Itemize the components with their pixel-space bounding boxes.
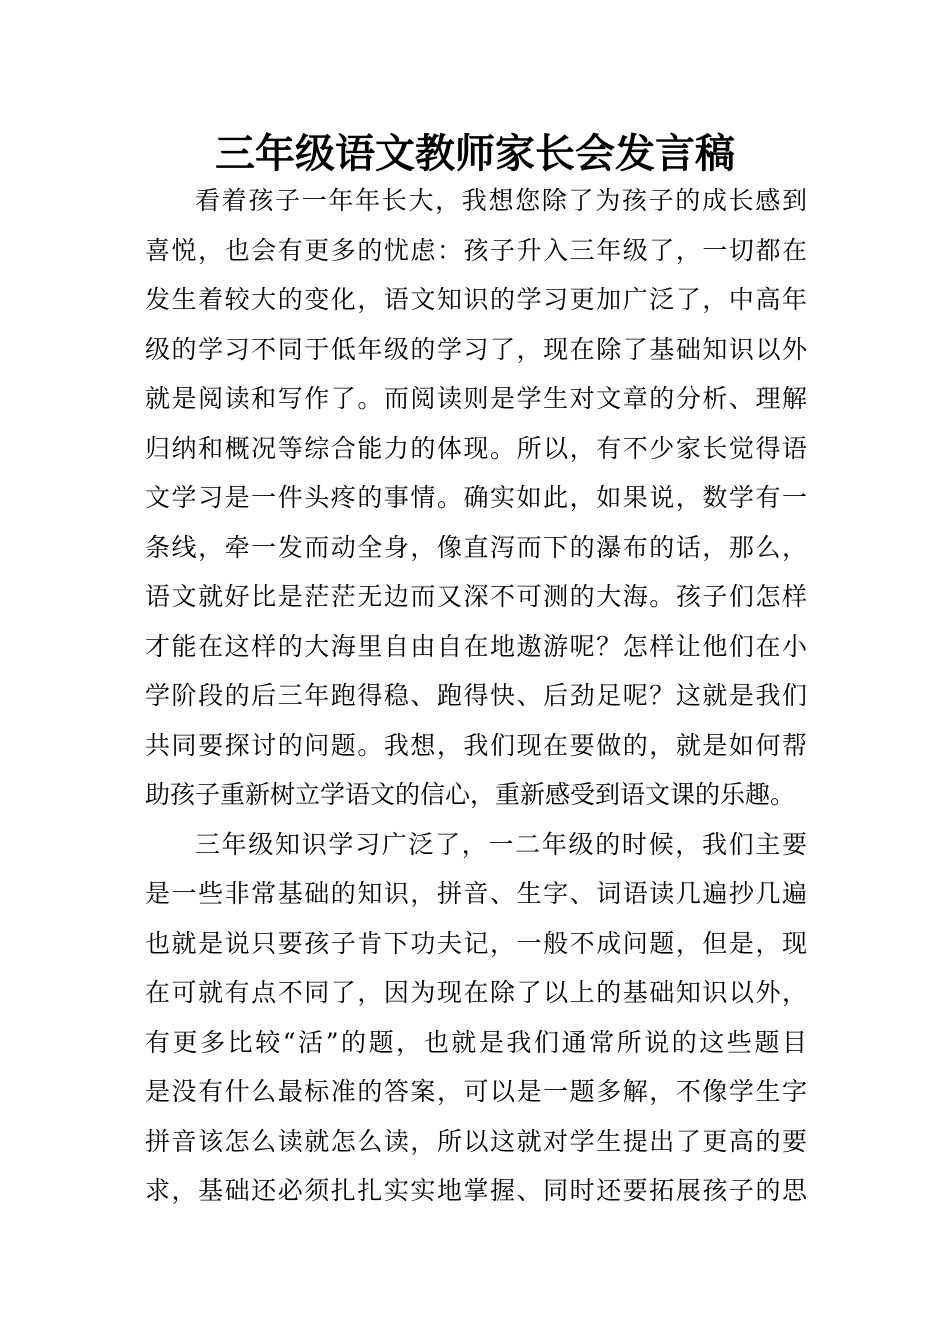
text-line: 助孩子重新树立学语文的信心，重新感受到语文课的乐趣。 — [145, 780, 796, 809]
text-line: 三年级知识学习广泛了，一二年级的时候，我们主要 — [195, 829, 807, 859]
text-line: 也就是说只要孩子肯下功夫记，一般不成问题，但是，现 — [145, 928, 807, 958]
text-line: 就是阅读和写作了。而阅读则是学生对文章的分析、理解 — [145, 384, 807, 413]
text-line: 语文就好比是茫茫无边而又深不可测的大海。孩子们怎样 — [145, 582, 807, 611]
document-title: 三年级语文教师家长会发言稿 — [215, 130, 735, 177]
text-line: 在可就有点不同了，因为现在除了以上的基础知识以外， — [145, 978, 807, 1007]
paragraph-2 — [145, 820, 807, 1216]
text-line: 条线，牵一发而动全身，像直泻而下的瀑布的话，那么， — [145, 532, 807, 562]
text-line: 看着孩子一年年长大，我想您除了为孩子的成长感到 — [195, 186, 807, 215]
text-line: 共同要探讨的问题。我想，我们现在要做的，就是如何帮 — [145, 730, 807, 760]
text-line: 拼音该怎么读就怎么读，所以这就对学生提出了更高的要 — [145, 1126, 807, 1156]
text-line: 归纳和概况等综合能力的体现。所以，有不少家长觉得语 — [145, 433, 807, 463]
text-line: 级的学习不同于低年级的学习了，现在除了基础知识以外 — [145, 334, 807, 364]
text-line: 才能在这样的大海里自由自在地遨游呢？怎样让他们在小 — [145, 631, 807, 661]
text-line: 是一些非常基础的知识，拼音、生字、词语读几遍抄几遍 — [145, 879, 807, 908]
document-body — [145, 176, 807, 1216]
paragraph-1 — [145, 176, 807, 820]
text-line: 求，基础还必须扎扎实实地掌握、同时还要拓展孩子的思 — [145, 1176, 807, 1205]
text-line: 是没有什么最标准的答案，可以是一题多解，不像学生字 — [145, 1077, 807, 1106]
text-line: 发生着较大的变化，语文知识的学习更加广泛了，中高年 — [145, 285, 807, 314]
text-line: 有更多比较“活”的题，也就是我们通常所说的这些题目 — [145, 1027, 807, 1057]
text-line: 学阶段的后三年跑得稳、跑得快、后劲足呢？这就是我们 — [145, 681, 807, 710]
text-line: 喜悦，也会有更多的忧虑：孩子升入三年级了，一切都在 — [145, 235, 807, 265]
text-line: 文学习是一件头疼的事情。确实如此，如果说，数学有一 — [145, 483, 807, 512]
